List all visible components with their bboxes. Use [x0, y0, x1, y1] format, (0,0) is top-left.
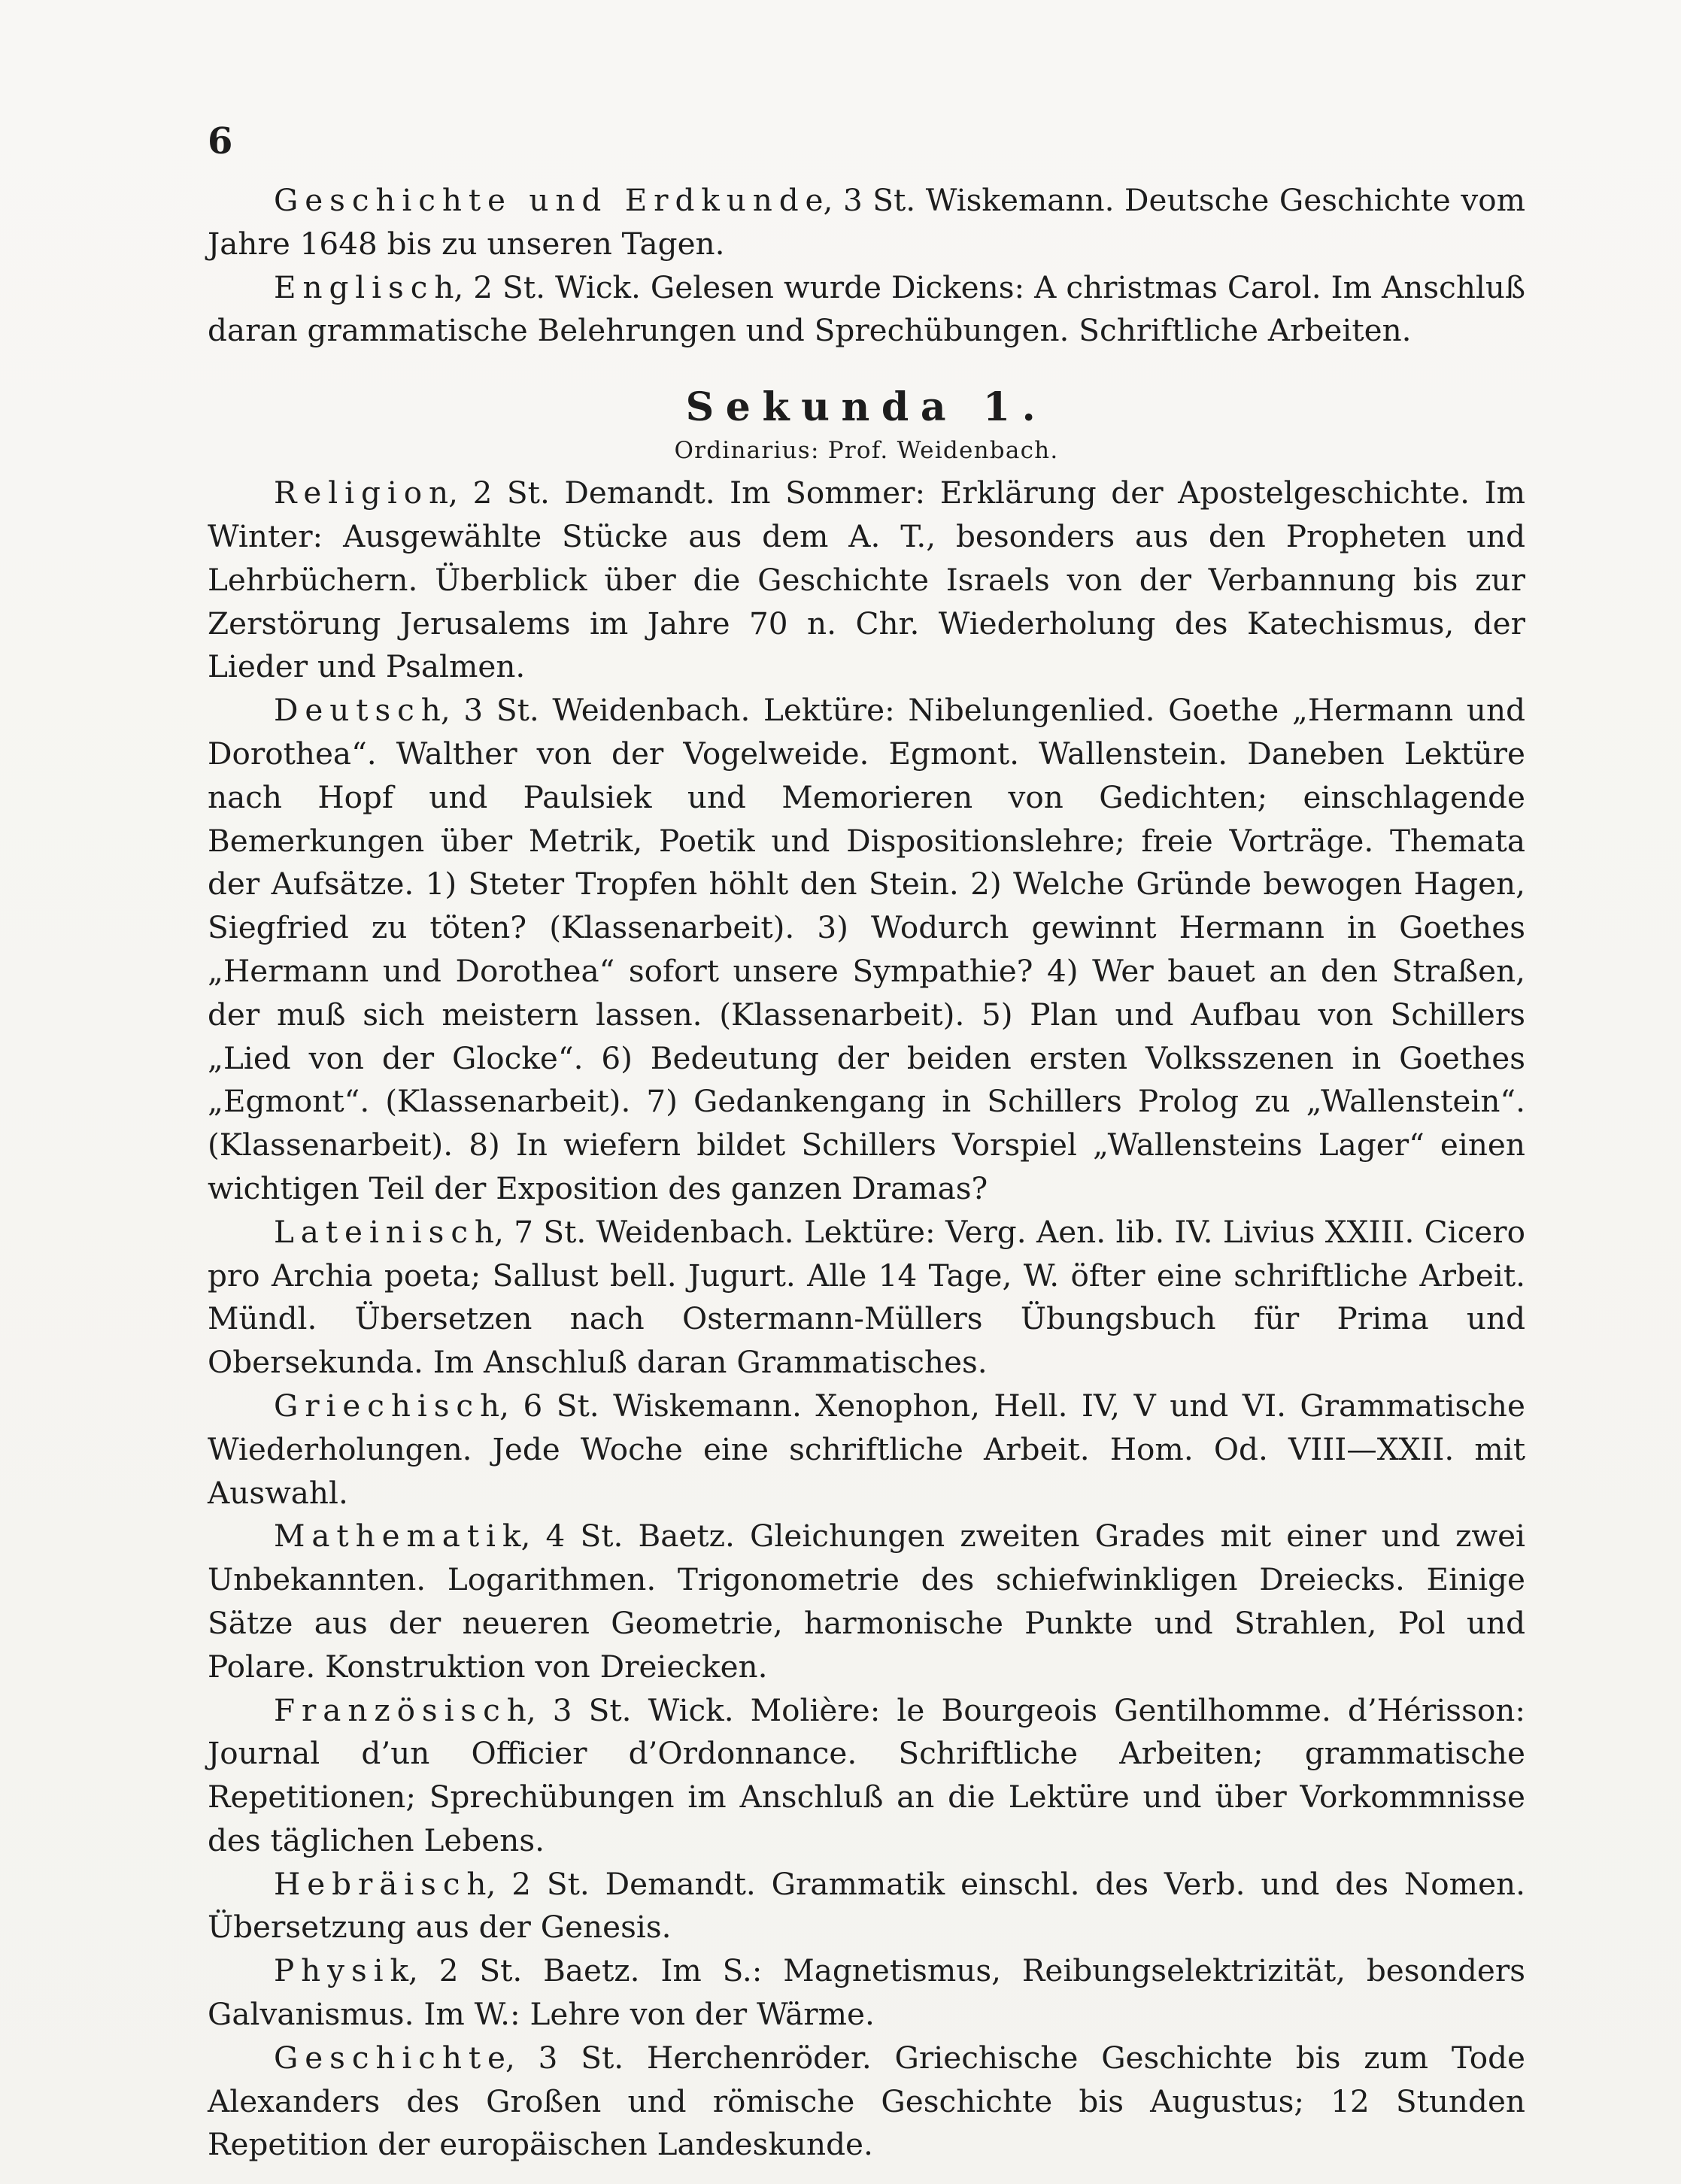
body-text: [208, 179, 1525, 2167]
subject-name: Physik: [274, 1952, 415, 1989]
paragraph-geschichte: [208, 2037, 1525, 2167]
paragraph-geschichte-erdkunde: [208, 179, 1525, 266]
paragraph-text: , 3 St. Herchenröder. Griechische Geschichte bis zum Tode Alexanders des Großen und römische Geschichte bis Augustus; 12 Stunden Repetition der europäischen Landeskunde.: [208, 2039, 1525, 2163]
subject-name: Mathematik: [274, 1518, 528, 1555]
subject-name: Lateinisch: [274, 1213, 501, 1250]
subject-name: Hebräisch: [274, 1865, 493, 1902]
section-heading: Sekunda 1.: [685, 384, 1048, 431]
paragraph-text: , 2 St. Baetz. Im S.: Magnetismus, Reibungselektrizität, besonders Galvanismus. Im W.: Lehre von der Wärme.: [208, 1952, 1525, 2033]
paragraph-text: , 2 St. Demandt. Im Sommer: Erklärung der Apostelgeschichte. Im Winter: Ausgewählte Stücke aus dem A. T., besonders aus den Propheten und Lehrbüchern. Überblick über die Geschichte Israels von der Verbannung bis zur Zerstörung Jerusalems im Jahre 70 n. Chr. Wiederholung des Katechismus, der Lieder und Psalmen.: [208, 475, 1525, 685]
page-number: 6: [208, 120, 233, 162]
paragraph-franzoesisch: [208, 1689, 1525, 1863]
subject-name: Religion: [274, 475, 455, 511]
subject-name: Geschichte: [274, 2039, 512, 2076]
paragraph-hebraeisch: [208, 1863, 1525, 1950]
paragraph-griechisch: [208, 1385, 1525, 1515]
paragraph-text: , 4 St. Baetz. Gleichungen zweiten Grades mit einer und zwei Unbekannten. Logarithmen. Trigonometrie des schiefwinkligen Dreiecks. Einige Sätze aus der neueren Geometrie, harmonische Punkte und Strahlen, Pol und Polare. Konstruktion von Dreiecken.: [208, 1518, 1525, 1685]
paragraph-text: , 2 St. Wick. Gelesen wurde Dickens: A christmas Carol. Im Anschluß daran grammatische Belehrungen und Sprechübungen. Schriftliche Arbeiten.: [208, 268, 1525, 349]
subject-name: Französisch: [274, 1691, 533, 1728]
paragraph-text: , 2 St. Demandt. Grammatik einschl. des Verb. und des Nomen. Übersetzung aus der Genesis.: [208, 1865, 1525, 1946]
paragraph-mathematik: [208, 1515, 1525, 1688]
subject-name: Geschichte und Erdkunde: [274, 182, 830, 218]
paragraph-englisch: [208, 266, 1525, 353]
subject-name: Griechisch: [274, 1387, 507, 1424]
paragraph-physik: [208, 1949, 1525, 2037]
paragraph-religion: [208, 472, 1525, 689]
paragraph-deutsch: [208, 689, 1525, 1211]
paragraph-text: , 3 St. Wick. Molière: le Bourgeois Gentilhomme. d’Hérisson: Journal d’un Officier d’Ordonnance. Schriftliche Arbeiten; grammatische Repetitionen; Sprechübungen im Anschluß an die Lektüre und über Vorkommnisse des täglichen Lebens.: [208, 1691, 1525, 1858]
paragraph-text: , 3 St. Weidenbach. Lektüre: Nibelungenlied. Goethe „Hermann und Dorothea“. Walther von der Vogelweide. Egmont. Wallenstein. Daneben Lektüre nach Hopf und Paulsiek und Memorieren von Gedichten; einschlagende Bemerkungen über Metrik, Poetik und Dispositionslehre; freie Vorträge. Themata der Aufsätze. 1) Steter Tropfen höhlt den Stein. 2) Welche Gründe bewogen Hagen, Siegfried zu töten? (Klassenarbeit). 3) Wodurch gewinnt Hermann in Goethes „Hermann und Dorothea“ sofort unsere Sympathie? 4) Wer bauet an den Straßen, der muß sich meistern lassen. (Klassenarbeit). 5) Plan und Aufbau von Schillers „Lied von der Glocke“. 6) Bedeutung der beiden ersten Volksszenen in Goethes „Egmont“. (Klassenarbeit). 7) Gedankengang in Schillers Prolog zu „Wallenstein“. (Klassenarbeit). 8) In wiefern bildet Schillers Vorspiel „Wallensteins Lager“ einen wichtigen Teil der Exposition des ganzen Dramas?: [208, 692, 1525, 1206]
subject-name: Englisch: [274, 268, 461, 305]
paragraph-text: , 7 St. Weidenbach. Lektüre: Verg. Aen. lib. IV. Livius XXIII. Cicero pro Archia poeta; Sallust bell. Jugurt. Alle 14 Tage, W. öfter eine schriftliche Arbeit. Mündl. Übersetzen nach Ostermann-Müllers Übungsbuch für Prima und Obersekunda. Im Anschluß daran Grammatisches.: [208, 1213, 1525, 1381]
paragraph-text: , 3 St. Wiskemann. Deutsche Geschichte vom Jahre 1648 bis zu unseren Tagen.: [208, 182, 1525, 262]
paragraph-lateinisch: [208, 1211, 1525, 1385]
paragraph-text: , 6 St. Wiskemann. Xenophon, Hell. IV, V und VI. Grammatische Wiederholungen. Jede Woche eine schriftliche Arbeit. Hom. Od. VIII—XXII. mit Auswahl.: [208, 1387, 1525, 1511]
subject-name: Deutsch: [274, 692, 448, 729]
section-ordinarius: Ordinarius: Prof. Weidenbach.: [674, 437, 1059, 465]
